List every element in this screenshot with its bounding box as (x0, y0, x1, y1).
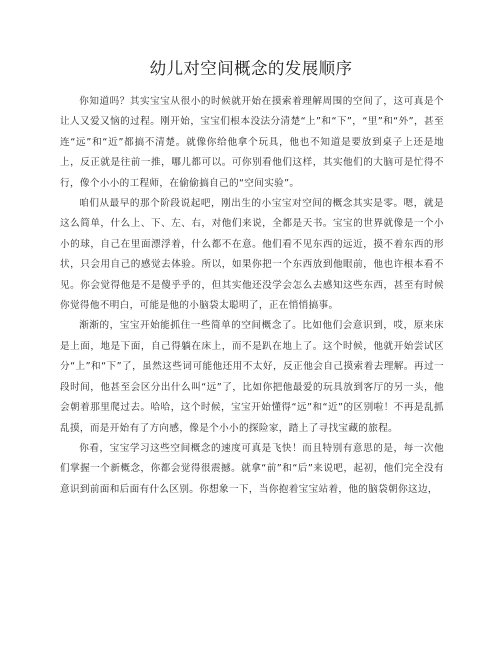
paragraph: 渐渐的，宝宝开始能抓住一些简单的空间概念了。比如他们会意识到，哎，原来床是上面，地是下面，自己得躺在床上，而不是趴在地上了。这个时候，他就开始尝试区分“上”和“下”了，虽然这些词可能他还用不太好，反正他会自己摸索着去理解。再过一段时间，他甚至会区分出什么叫“远”了，比如你把他最爱的玩具放到客厅的另一头，他会朝着那里爬过去。哈哈，这个时候，宝宝开始懂得“远”和“近”的区别啦！不再是乱抓乱摸，而是开始有了方向感，像是个小小的探险家，踏上了寻找宝藏的旅程。 (60, 320, 444, 434)
document-title: 幼儿对空间概念的发展顺序 (149, 59, 353, 78)
paragraph: 你看，宝宝学习这些空间概念的速度可真是飞快！而且特别有意思的是，每一次他们掌握一个新概念，你都会觉得很震撼。就拿“前”和“后”来说吧，起初，他们完全没有意识到前面和后面有什么区别。你想象一下，当你抱着宝宝站着，他的脑袋朝你这边， (60, 442, 444, 495)
paragraph: 咱们从最早的那个阶段说起吧，刚出生的小宝宝对空间的概念其实是零。嗯，就是这么简单，什么上、下、左、右，对他们来说，全都是天书。宝宝的世界就像是一个小小的球，自己在里面漂浮着，什么都不在意。他们看不见东西的远近，摸不着东西的形状，只会用自己的感觉去体验。所以，如果你把一个东西放到他眼前，他也许根本看不见。你会觉得他是不是傻乎乎的，但其实他还没学会怎么去感知这些东西，甚至有时候你觉得他不明白，可能是他的小脑袋太聪明了，正在悄悄搞事。 (60, 198, 444, 312)
paragraph: 你知道吗？其实宝宝从很小的时候就开始在摸索着理解周围的空间了，这可真是个让人又爱又恼的过程。刚开始，宝宝们根本没法分清楚“上”和“下”，“里”和“外”，甚至连“远”和“近”都搞不清楚。就像你给他拿个玩具，他也不知道是要放到桌子上还是地上，反正就是往前一推，哪儿都可以。可你别看他们这样，其实他们的大脑可是忙得不行，像个小小的工程师，在偷偷搞自己的“空间实验”。 (60, 96, 444, 189)
document-body (60, 92, 444, 500)
